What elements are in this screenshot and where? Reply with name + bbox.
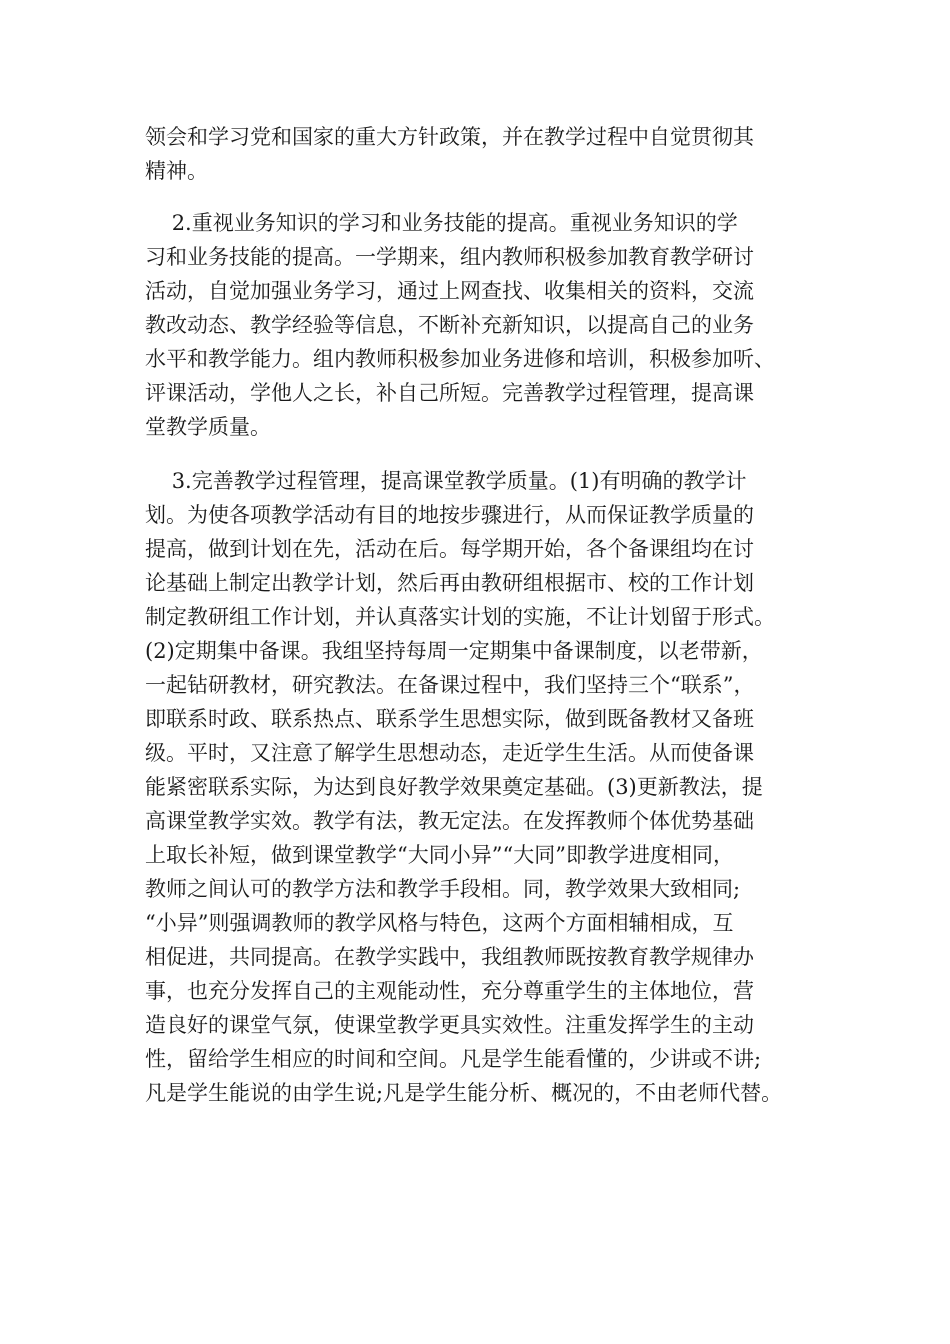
paragraph-line: 堂教学质量。: [145, 415, 271, 439]
paragraph-line: 提高，做到计划在先，活动在后。每学期开始，各个备课组均在讨: [145, 537, 754, 561]
paragraph-line: 教改动态、教学经验等信息，不断补充新知识，以提高自己的业务: [145, 313, 754, 337]
paragraph-line: 评课活动，学他人之长，补自己所短。完善教学过程管理，提高课: [145, 381, 754, 405]
paragraph-line: 2.重视业务知识的学习和业务技能的提高。重视业务知识的学: [145, 211, 738, 235]
paragraph-line: 即联系时政、联系热点、联系学生思想实际，做到既备教材又备班: [145, 707, 754, 731]
paragraph-line: 高课堂教学实效。教学有法，教无定法。在发挥教师个体优势基础: [145, 809, 754, 833]
paragraph-line: 论基础上制定出教学计划，然后再由教研组根据市、校的工作计划: [145, 571, 754, 595]
paragraph-line: 3.完善教学过程管理，提高课堂教学质量。(1)有明确的教学计: [145, 469, 747, 493]
paragraph-line: 教师之间认可的教学方法和教学手段相。同，教学效果大致相同;: [145, 877, 741, 901]
paragraph-line: 凡是学生能说的由学生说;凡是学生能分析、概况的，不由老师代替。: [145, 1081, 783, 1105]
paragraph-line: 精神。: [145, 159, 208, 183]
paragraph-line: “小异”则强调教师的教学风格与特色，这两个方面相辅相成，互: [145, 911, 734, 935]
paragraph-line: (2)定期集中备课。我组坚持每周一定期集中备课制度，以老带新，: [145, 639, 763, 663]
paragraph-line: 水平和教学能力。组内教师积极参加业务进修和培训，积极参加听、: [145, 347, 775, 371]
paragraph-1: [145, 120, 754, 188]
paragraph-2: [145, 206, 775, 444]
paragraph-line: 领会和学习党和国家的重大方针政策，并在教学过程中自觉贯彻其: [145, 125, 754, 149]
paragraph-line: 造良好的课堂气氛，使课堂教学更具实效性。注重发挥学生的主动: [145, 1013, 754, 1037]
paragraph-line: 事，也充分发挥自己的主观能动性，充分尊重学生的主体地位，营: [145, 979, 754, 1003]
paragraph-3: [145, 464, 782, 1110]
paragraph-line: 能紧密联系实际，为达到良好教学效果奠定基础。(3)更新教法，提: [145, 775, 763, 799]
paragraph-line: 一起钻研教材，研究教法。在备课过程中，我们坚持三个“联系”，: [145, 673, 755, 697]
paragraph-line: 划。为使各项教学活动有目的地按步骤进行，从而保证教学质量的: [145, 503, 754, 527]
paragraph-line: 制定教研组工作计划，并认真落实计划的实施，不让计划留于形式。: [145, 605, 775, 629]
paragraph-line: 上取长补短，做到课堂教学“大同小异”“大同”即教学进度相同，: [145, 843, 734, 867]
paragraph-line: 性，留给学生相应的时间和空间。凡是学生能看懂的，少讲或不讲;: [145, 1047, 762, 1071]
paragraph-line: 级。平时，又注意了解学生思想动态，走近学生生活。从而使备课: [145, 741, 754, 765]
paragraph-line: 相促进，共同提高。在教学实践中，我组教师既按教育教学规律办: [145, 945, 754, 969]
paragraph-line: 活动，自觉加强业务学习，通过上网查找、收集相关的资料，交流: [145, 279, 754, 303]
paragraph-line: 习和业务技能的提高。一学期来，组内教师积极参加教育教学研讨: [145, 245, 754, 269]
